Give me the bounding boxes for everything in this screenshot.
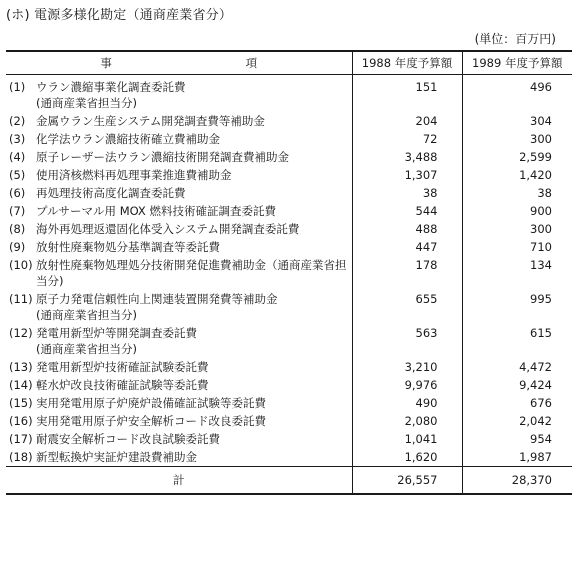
table-row bbox=[6, 202, 572, 220]
total-label: 計 bbox=[6, 467, 352, 495]
fy1989-value: 900 bbox=[462, 202, 572, 220]
item-name: 実用発電用原子炉安全解析コード改良委託費 bbox=[36, 414, 266, 428]
row-number: (13) bbox=[9, 360, 33, 374]
item-name: 新型転換炉実証炉建設費補助金 bbox=[36, 450, 197, 464]
fy1988-value: 3,210 bbox=[352, 358, 462, 376]
row-number: (2) bbox=[9, 114, 26, 128]
fy1989-value: 995 bbox=[462, 290, 572, 324]
item-name: 金属ウラン生産システム開発調査費等補助金 bbox=[36, 114, 265, 128]
fy1989-value: 38 bbox=[462, 184, 572, 202]
unit-note: (単位：百万円) bbox=[474, 32, 556, 46]
item-name: 放射性廃棄物処分基準調査等委託費 bbox=[36, 240, 220, 254]
table-row bbox=[6, 358, 572, 376]
row-item bbox=[34, 220, 352, 238]
fy1989-value: 615 bbox=[462, 324, 572, 358]
table-row bbox=[6, 376, 572, 394]
row-number: (1) bbox=[9, 80, 26, 94]
item-name: 化学法ウラン濃縮技術確立費補助金 bbox=[36, 132, 220, 146]
table-row bbox=[6, 324, 572, 358]
fy1988-value: 1,041 bbox=[352, 430, 462, 448]
row-item bbox=[34, 184, 352, 202]
fy1988-value: 447 bbox=[352, 238, 462, 256]
fy1988-value: 1,620 bbox=[352, 448, 462, 467]
fy1989-value: 676 bbox=[462, 394, 572, 412]
header-item bbox=[6, 51, 352, 75]
row-number: (16) bbox=[9, 414, 33, 428]
fy1988-value: 488 bbox=[352, 220, 462, 238]
row-item bbox=[34, 430, 352, 448]
row-item bbox=[34, 394, 352, 412]
table-row bbox=[6, 448, 572, 467]
table-row bbox=[6, 256, 572, 290]
row-item bbox=[34, 112, 352, 130]
row-number: (10) bbox=[9, 258, 33, 272]
page-title: (ホ) 電源多様化勘定（通商産業省分） bbox=[6, 8, 233, 23]
row-item bbox=[34, 324, 352, 358]
item-name: 放射性廃棄物処理処分技術開発促進費補助金（通商産業省担当分) bbox=[36, 258, 347, 288]
fy1989-value: 4,472 bbox=[462, 358, 572, 376]
row-item bbox=[34, 202, 352, 220]
fy1988-value: 563 bbox=[352, 324, 462, 358]
item-name: 軽水炉改良技術確証試験等委託費 bbox=[36, 378, 209, 392]
table-body bbox=[6, 75, 572, 495]
row-number: (18) bbox=[9, 450, 33, 464]
row-number: (3) bbox=[9, 132, 26, 146]
total-fy1989: 28,370 bbox=[462, 467, 572, 495]
item-name: 発電用新型炉技術確証試験委託費 bbox=[36, 360, 209, 374]
fy1989-value: 134 bbox=[462, 256, 572, 290]
item-name: 原子力発電信頼性向上関連装置開発費等補助金 bbox=[36, 292, 278, 306]
budget-table bbox=[6, 50, 572, 495]
fy1989-value: 2,599 bbox=[462, 148, 572, 166]
row-item bbox=[34, 256, 352, 290]
row-item bbox=[34, 412, 352, 430]
fy1988-value: 38 bbox=[352, 184, 462, 202]
item-name: 原子レーザー法ウラン濃縮技術開発調査費補助金 bbox=[36, 150, 289, 164]
item-name: 耐震安全解析コード改良試験委託費 bbox=[36, 432, 220, 446]
fy1988-value: 544 bbox=[352, 202, 462, 220]
table-row bbox=[6, 130, 572, 148]
row-number: (15) bbox=[9, 396, 33, 410]
fy1988-value: 3,488 bbox=[352, 148, 462, 166]
fy1989-value: 1,420 bbox=[462, 166, 572, 184]
fy1988-value: 490 bbox=[352, 394, 462, 412]
row-item bbox=[34, 148, 352, 166]
table-row bbox=[6, 220, 572, 238]
header-item-char-1: 事 bbox=[100, 56, 112, 70]
fy1989-value: 2,042 bbox=[462, 412, 572, 430]
row-number: (7) bbox=[9, 204, 26, 218]
table-row bbox=[6, 184, 572, 202]
fy1989-value: 9,424 bbox=[462, 376, 572, 394]
fy1988-value: 204 bbox=[352, 112, 462, 130]
fy1989-value: 300 bbox=[462, 220, 572, 238]
fy1988-value: 2,080 bbox=[352, 412, 462, 430]
table-row bbox=[6, 112, 572, 130]
row-number: (9) bbox=[9, 240, 26, 254]
row-item bbox=[34, 358, 352, 376]
row-item bbox=[34, 130, 352, 148]
header-fy1988: 1988 年度予算額 bbox=[352, 51, 462, 75]
total-row bbox=[6, 467, 572, 495]
fy1988-value: 9,976 bbox=[352, 376, 462, 394]
fy1989-value: 1,987 bbox=[462, 448, 572, 467]
table-row bbox=[6, 166, 572, 184]
table-row bbox=[6, 75, 572, 113]
row-number: (14) bbox=[9, 378, 33, 392]
row-number: (8) bbox=[9, 222, 26, 236]
item-name: プルサーマル用 MOX 燃料技術確証調査委託費 bbox=[36, 204, 276, 218]
header-item-char-2: 項 bbox=[245, 56, 258, 70]
fy1988-value: 1,307 bbox=[352, 166, 462, 184]
item-subnote: (通商産業省担当分) bbox=[36, 342, 137, 356]
table-row bbox=[6, 394, 572, 412]
fy1988-value: 178 bbox=[352, 256, 462, 290]
header-fy1989: 1989 年度予算額 bbox=[462, 51, 572, 75]
fy1988-value: 72 bbox=[352, 130, 462, 148]
row-number: (17) bbox=[9, 432, 33, 446]
fy1989-value: 710 bbox=[462, 238, 572, 256]
row-item bbox=[34, 290, 352, 324]
table-header-row bbox=[6, 51, 572, 75]
item-name: 再処理技術高度化調査委託費 bbox=[36, 186, 186, 200]
fy1989-value: 300 bbox=[462, 130, 572, 148]
fy1988-value: 151 bbox=[352, 75, 462, 113]
fy1988-value: 655 bbox=[352, 290, 462, 324]
fy1989-value: 496 bbox=[462, 75, 572, 113]
fy1989-value: 304 bbox=[462, 112, 572, 130]
table-row bbox=[6, 148, 572, 166]
row-number: (6) bbox=[9, 186, 26, 200]
table-row bbox=[6, 430, 572, 448]
item-name: 実用発電用原子炉廃炉設備確証試験等委託費 bbox=[36, 396, 266, 410]
item-name: 海外再処理返還固化体受入システム開発調査委託費 bbox=[36, 222, 300, 236]
row-number: (5) bbox=[9, 168, 26, 182]
table-row bbox=[6, 412, 572, 430]
row-item bbox=[34, 376, 352, 394]
item-name: ウラン濃縮事業化調査委託費 bbox=[36, 80, 186, 94]
item-name: 発電用新型炉等開発調査委託費 bbox=[36, 326, 197, 340]
row-item bbox=[34, 166, 352, 184]
row-number: (4) bbox=[9, 150, 26, 164]
row-item bbox=[34, 448, 352, 467]
row-item bbox=[34, 75, 352, 113]
table-row bbox=[6, 238, 572, 256]
total-fy1988: 26,557 bbox=[352, 467, 462, 495]
fy1989-value: 954 bbox=[462, 430, 572, 448]
row-number: (11) bbox=[9, 292, 33, 306]
item-subnote: (通商産業省担当分) bbox=[36, 96, 137, 110]
item-subnote: (通商産業省担当分) bbox=[36, 308, 137, 322]
row-item bbox=[34, 238, 352, 256]
item-name: 使用済核燃料再処理事業推進費補助金 bbox=[36, 168, 232, 182]
table-row bbox=[6, 290, 572, 324]
row-number: (12) bbox=[9, 326, 33, 340]
